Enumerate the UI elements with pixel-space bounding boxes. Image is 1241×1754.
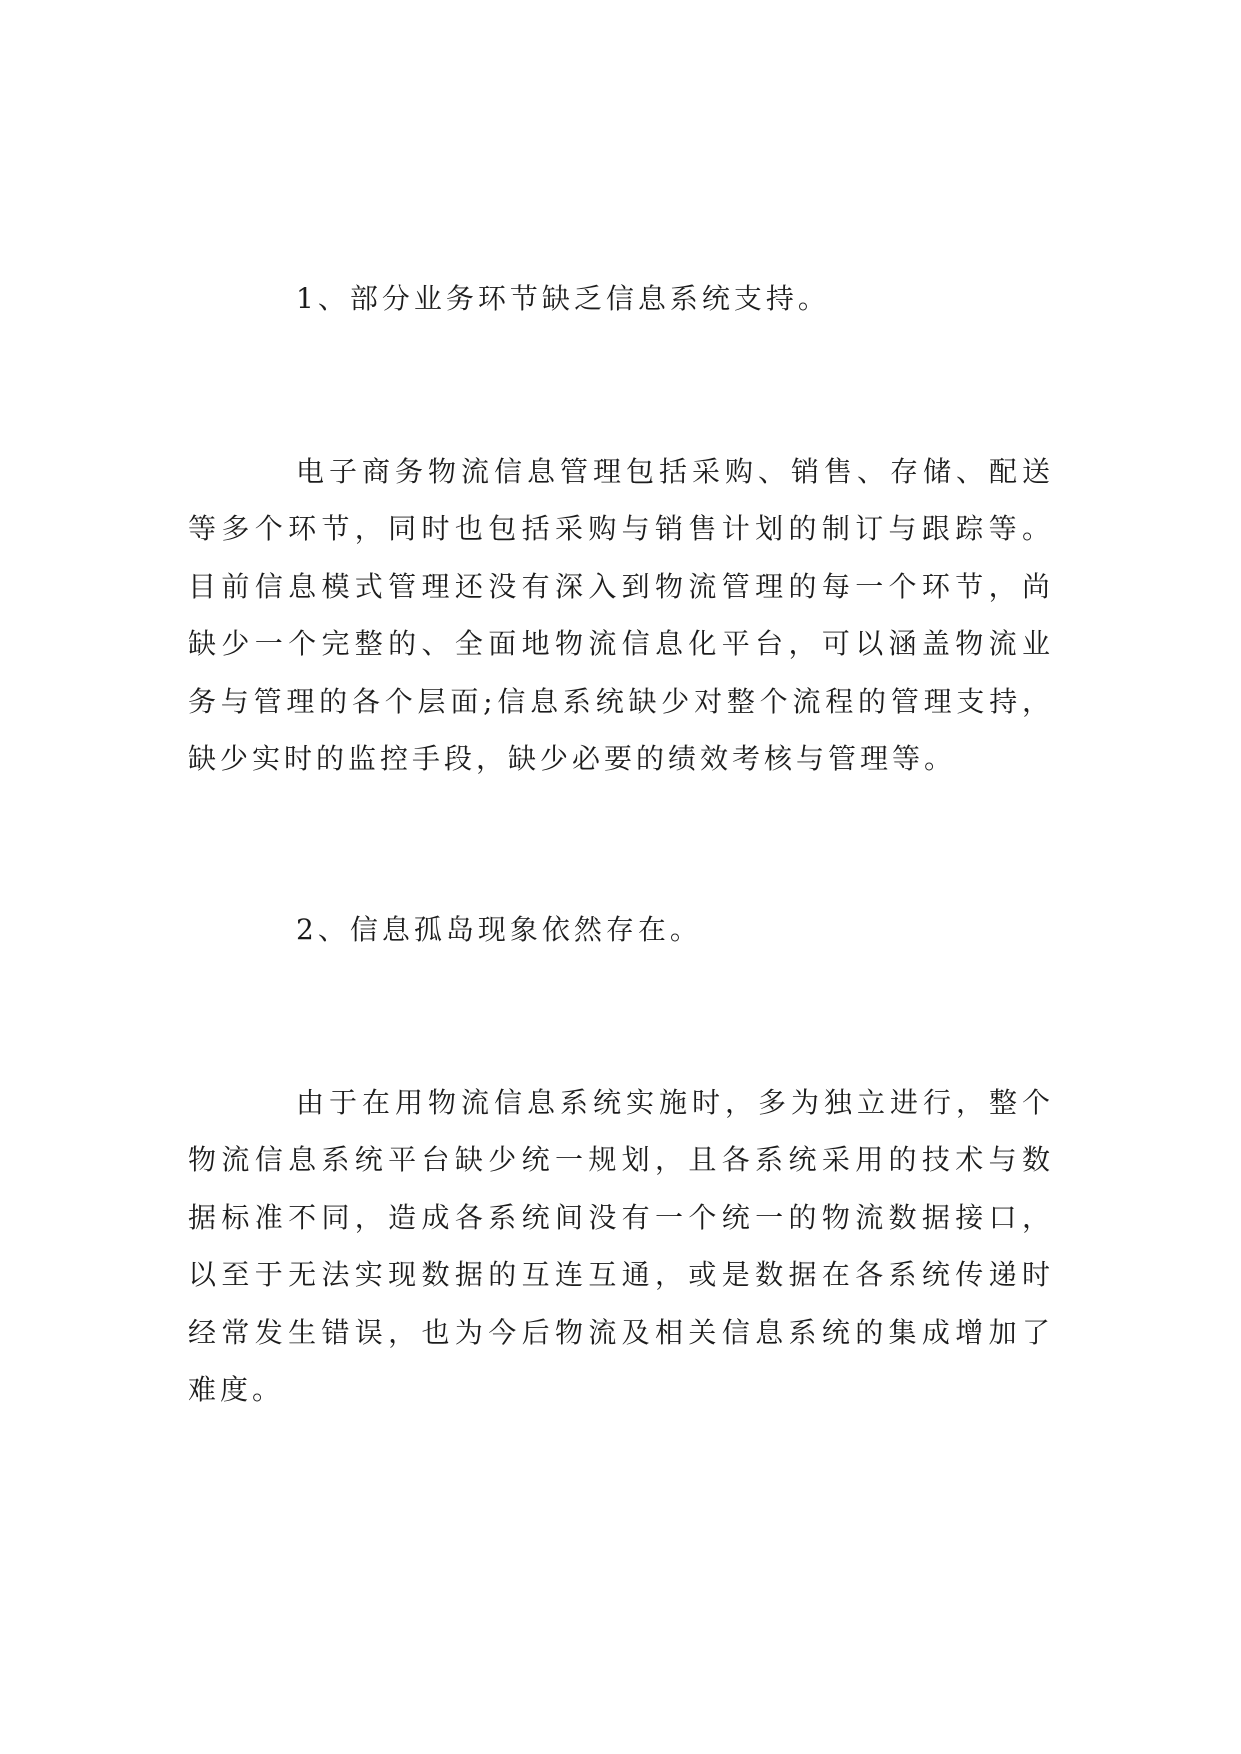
paragraph-line: 由于在用物流信息系统实施时，多为独立进行，整个: [296, 1086, 1054, 1119]
paragraph-line: 等多个环节，同时也包括采购与销售计划的制订与跟踪等。: [188, 512, 1054, 546]
paragraph-line: 电子商务物流信息管理包括采购、销售、存储、配送: [296, 455, 1054, 488]
section-heading-block: [188, 901, 1054, 958]
paragraph-line: 据标准不同，造成各系统间没有一个统一的物流数据接口，: [188, 1200, 1054, 1234]
section-heading-block: [188, 270, 1054, 327]
paragraph: [188, 1074, 1054, 1418]
paragraph-line: 缺少实时的监控手段，缺少必要的绩效考核与管理等。: [188, 741, 957, 775]
paragraph-line: 经常发生错误，也为今后物流及相关信息系统的集成增加了: [188, 1315, 1054, 1349]
section-heading: 2、信息孤岛现象依然存在。: [296, 913, 702, 946]
paragraph-line: 物流信息系统平台缺少统一规划，且各系统采用的技术与数: [188, 1143, 1054, 1177]
section-heading: 1、部分业务环节缺乏信息系统支持。: [296, 282, 830, 315]
paragraph-line: 目前信息模式管理还没有深入到物流管理的每一个环节，尚: [188, 569, 1054, 603]
paragraph-line: 难度。: [188, 1372, 285, 1406]
paragraph: [188, 443, 1054, 787]
paragraph-line: 以至于无法实现数据的互连互通，或是数据在各系统传递时: [188, 1258, 1054, 1292]
paragraph-line: 缺少一个完整的、全面地物流信息化平台，可以涵盖物流业: [188, 627, 1054, 661]
paragraph-line: 务与管理的各个层面;信息系统缺少对整个流程的管理支持，: [188, 684, 1054, 718]
